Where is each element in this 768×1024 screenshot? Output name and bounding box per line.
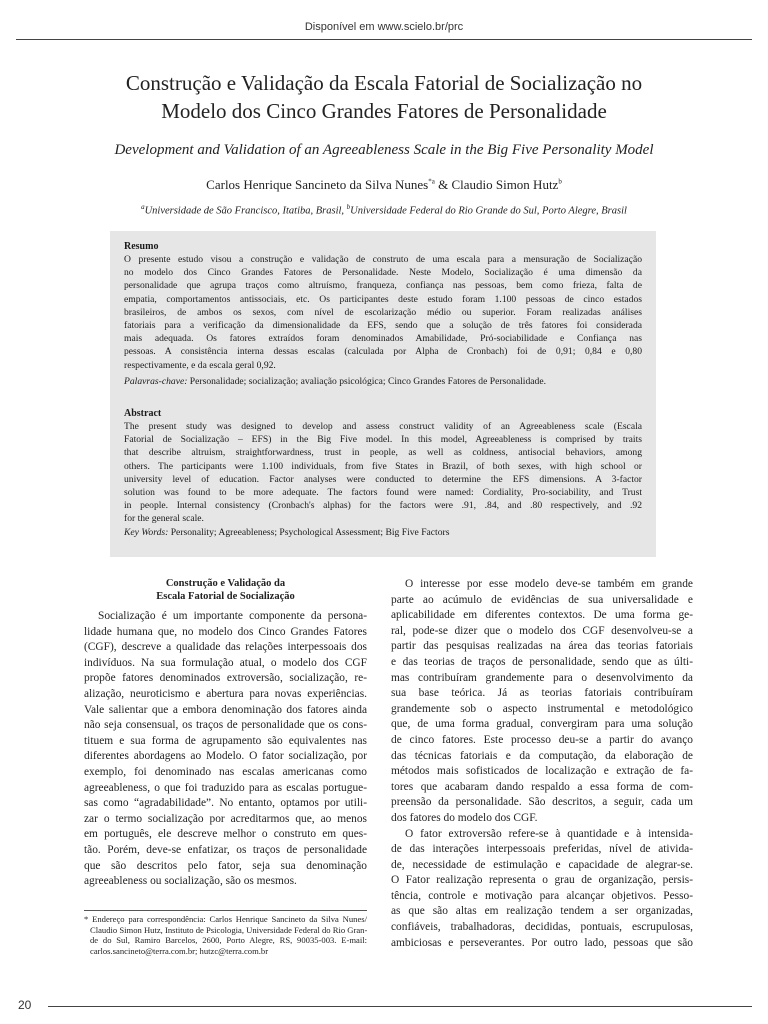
body-line: zar o termo socialização por acreditarmos que, ao menos xyxy=(84,812,367,825)
body-line: parte ao acúmulo de evidências de sua universalidade e xyxy=(391,593,693,606)
english-title: Development and Validation of an Agreeableness Scale in the Big Five Personality Model xyxy=(114,142,654,158)
resumo-line: no modelo dos Cinco Grandes Fatores de Personalidade. Neste Modelo, Socialização é uma dimensão da xyxy=(124,267,642,279)
section-title-line: Construção e Validação da xyxy=(165,578,286,589)
abstract-line: others. The participants were 1.100 individuals, from five States in Brazil, of both sexes, with high school or xyxy=(124,460,642,472)
resumo-line: fatoriais para a verificação da dimensionalidade da EFS, sendo que a solução de três fatores foi considerada xyxy=(124,320,642,332)
body-line: tituem e sua forma de agrupamento são equivalentes nas xyxy=(84,734,367,747)
affil-b: Universidade Federal do Rio Grande do Sul, Porto Alegre, Brasil xyxy=(350,205,627,217)
resumo-line: O presente estudo visou a construção e validação de construto de uma escala para a mensuração de Socialização xyxy=(124,254,642,265)
abstract-keywords-text: Personality; Agreeableness; Psychological Assessment; Big Five Factors xyxy=(168,526,450,538)
bottom-rule xyxy=(48,1006,752,1007)
affiliations xyxy=(40,203,728,217)
body-line: de, necessidade de estimulação e capacidade de alegrar-se. xyxy=(391,858,693,871)
body-line: mas contribuíram grandemente para o desenvolvimento da xyxy=(391,671,693,684)
body-line: aplicabilidade em diferentes contextos. De uma forma ge- xyxy=(391,609,693,622)
author-1: Carlos Henrique Sancineto da Silva Nunes xyxy=(206,177,429,192)
body-line: (CGF), descreve a qualidade das relações interpessoais dos xyxy=(84,641,367,654)
abstract-line: in people. Internal consistency (Cronbach's alphas) for the factors were .91, .84, and .80 respectively, and .92 xyxy=(124,500,642,512)
author-1-sup: *a xyxy=(428,177,435,186)
body-line: Socialização é um importante componente da persona- xyxy=(98,610,367,622)
left-column xyxy=(84,577,367,890)
section-title-line: Escala Fatorial de Socialização xyxy=(156,591,295,602)
body-line: de das interações interpessoais preferidas, nível de ativida- xyxy=(391,843,693,856)
body-line: sas como “agradabilidade”. No entanto, optamos por utili- xyxy=(84,797,367,810)
body-line: O interesse por esse modelo deve-se também em grande xyxy=(405,578,693,590)
resumo-line: personalidade que agrupa traços como altruísmo, franqueza, confiança nas pessoas, bem como frieza, falta de xyxy=(124,280,642,292)
resumo-keywords-text: Personalidade; socialização; avaliação psicológica; Cinco Grandes Fatores de Personalidade. xyxy=(187,375,546,387)
resumo-section xyxy=(124,241,642,388)
abstract-line: Fatorial de Socialização – EFS) in the Big Five model. In this model, Agreeableness is comprised by traits xyxy=(124,434,642,446)
title-line-2: Modelo dos Cinco Grandes Fatores de Personalidade xyxy=(161,99,607,123)
abstract-box xyxy=(110,231,656,557)
body-line: ambiciosas e perseverantes. Por outro lado, pessoas que são xyxy=(391,936,693,949)
abstract-keywords-label: Key Words: xyxy=(124,526,169,538)
body-line: que, de uma forma gradual, convergiram para uma solução xyxy=(391,718,693,731)
author-line xyxy=(60,177,708,193)
title-line-1: Construção e Validação da Escala Fatorial de Socialização no xyxy=(125,71,643,95)
body-line: exemplo, foi denominado nas escalas americanas como xyxy=(84,765,367,778)
abstract-line: The present study was designed to develop and assess construct validity of an Agreeableness scale (Escala xyxy=(124,421,642,432)
body-line: O fator extroversão refere-se à quantidade e à intensida- xyxy=(405,827,693,840)
abstract-line: that describe altruism, straightforwardness, trust in people, as well as coldness, antisocial behaviors, among xyxy=(124,447,642,459)
resumo-line: mais adequada. Os fatores extraídos foram denominados Amabilidade, Pró-sociabilidade e Confiança nas xyxy=(124,333,642,345)
body-line: tão. Porém, deve-se enfatizar, os traços de personalidade xyxy=(84,843,367,856)
abstract-line: for the general scale. xyxy=(124,513,204,525)
body-line: métodos mais sofisticados de localização e extração de fa- xyxy=(391,765,693,778)
resumo-keywords xyxy=(124,375,642,388)
body-line: agreeableness, o que foi traduzido para as escalas portugue- xyxy=(84,781,367,794)
body-line: que são descritos pelo fator, seja sua denominação xyxy=(84,859,367,872)
body-line: sua base teórica. Já as teorias fatoriais contribuíram xyxy=(391,687,693,700)
body-line: O Fator realização representa o grau de organização, persis- xyxy=(391,874,693,887)
body-line: Vale salientar que a embora denominação dos fatores ainda xyxy=(84,703,367,716)
body-line: em português, ele descreve melhor o construto em ques- xyxy=(84,828,367,841)
footnote-line: carlos.sancineto@terra.com.br; hutzc@terra.com.br xyxy=(90,945,269,956)
abstract-section xyxy=(124,408,642,539)
abstract-keywords xyxy=(124,526,642,539)
correspondence-footnote xyxy=(84,914,367,956)
right-column xyxy=(391,577,693,951)
body-line: partir das pesquisas realizadas na área das teorias fatoriais xyxy=(391,640,693,653)
body-line: das técnicas fatoriais e da computação, da elaboração de xyxy=(391,749,693,762)
header-rule xyxy=(16,39,752,40)
author-2-sup: b xyxy=(558,177,562,186)
resumo-line: pessoas. A consistência interna dessas escalas (calculada por Alpha de Cronbach) foi de 0,91; 0,84 e 0,80 xyxy=(124,346,642,358)
journal-availability-header: Disponível em www.scielo.br/prc xyxy=(304,21,464,33)
footnote-line: Claudio Simon Hutz, Instituto de Psicologia, Universidade Federal do Rio Gran- xyxy=(90,924,367,935)
body-line: não seja consensual, os traços de personalidade que os cons- xyxy=(84,719,367,732)
affil-a: Universidade de São Francisco, Itatiba, Brasil, xyxy=(144,205,347,217)
abstract-line: university level of education. Factor analyses were conducted to determine the EFS dimensions. A 3-factor xyxy=(124,473,642,485)
body-line: as que são altas em realização tendem a ser organizadas, xyxy=(391,905,693,918)
body-line: tência, controle e motivação para alcançar objetivos. Pesso- xyxy=(391,889,693,902)
body-line: ral, pode-se dizer que o modelo dos CGF desenvolveu-se a xyxy=(391,624,693,637)
body-line: indivíduos. Na sua formulação atual, o modelo dos CGF xyxy=(84,656,367,669)
body-line: diferentes abordagens ao Modelo. O fator socialização, por xyxy=(84,750,367,763)
body-line: confiáveis, trabalhadoras, decididas, pontuais, escrupulosas, xyxy=(391,921,693,934)
body-line: grandemente sob o aspecto instrumental e metodológico xyxy=(391,702,693,715)
footnote-rule xyxy=(84,910,367,911)
body-line: tores que acabaram dando respaldo a essa forma de com- xyxy=(391,780,693,793)
body-line: agreeableness ou socialização, são os mesmos. xyxy=(84,875,297,888)
body-line: de cinco fatores. Este processo deu-se a partir do avanço xyxy=(391,733,693,746)
affil-b-sup: b xyxy=(346,203,351,211)
page-number: 20 xyxy=(18,998,32,1012)
resumo-heading: Resumo xyxy=(124,241,159,252)
resumo-line: respectivamente, e da escala geral 0,92. xyxy=(124,359,276,371)
body-line: preensão da personalidade. São descritos, a seguir, cada um xyxy=(391,796,693,809)
author-joiner: & Claudio Simon Hutz xyxy=(434,177,559,192)
resumo-line: empatia, comportamentos antissociais, etc. Os participantes deste estudo foram 1.100 pessoas de cinco estados xyxy=(124,293,642,305)
body-line: propõe fatores denominados extroversão, socialização, re- xyxy=(84,672,367,685)
footnote-line: * Endereço para correspondência: Carlos Henrique Sancineto da Silva Nunes/ xyxy=(84,914,367,924)
body-line: alização, neuroticismo e abertura para novas experiências. xyxy=(84,687,367,700)
abstract-line: solution was found to be more adequate. The factors found were named: Cordiality, Pro-sociability, and Trust xyxy=(124,487,642,499)
abstract-heading: Abstract xyxy=(124,408,162,419)
body-line: e das teorias de traços de personalidade, sendo que as últi- xyxy=(391,655,693,668)
section-title xyxy=(84,577,367,603)
article-title xyxy=(60,69,708,125)
body-line: lidade humana que, no modelo dos Cinco Grandes Fatores xyxy=(84,625,367,638)
resumo-line: brasileiros, de ambos os sexos, com nível de escolarização médio ou superior. Foram realizadas análises xyxy=(124,306,642,318)
affil-a-sup: a xyxy=(141,203,145,211)
footnote-line: de do Sul, Ramiro Barcelos, 2600, Porto Alegre, RS, 90035-003. E-mail: xyxy=(90,935,367,945)
resumo-keywords-label: Palavras-chave: xyxy=(124,375,188,387)
body-line: dos fatores do modelo dos CGF. xyxy=(391,811,538,824)
